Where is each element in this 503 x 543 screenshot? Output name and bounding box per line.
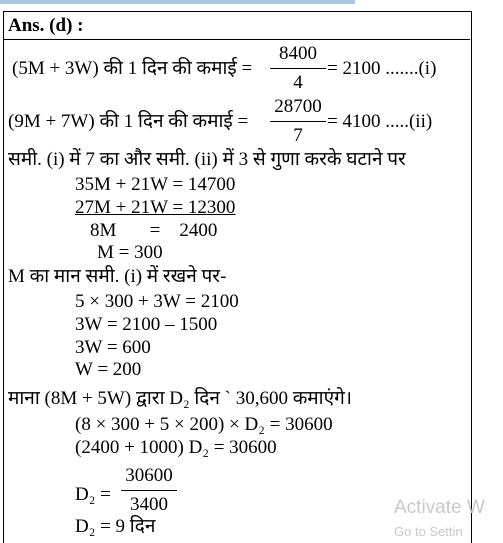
days-step-1: (8 × 300 + 5 × 200) × D₂ = 30600 bbox=[75, 414, 333, 435]
assumption-text: माना (8M + 5W) द्वारा D₂ दिन ` 30,600 कमाएंगे। bbox=[8, 388, 352, 409]
equation-1-denominator: 4 bbox=[293, 72, 303, 93]
fraction-bar bbox=[270, 68, 326, 69]
equation-2-fraction bbox=[268, 96, 328, 147]
equation-d: M = 300 bbox=[97, 242, 163, 263]
substitution-step-3: 3W = 600 bbox=[75, 337, 151, 358]
equation-1-numerator: 8400 bbox=[279, 43, 317, 64]
equation-2-denominator: 7 bbox=[293, 125, 303, 146]
equation-1-fraction bbox=[268, 43, 328, 94]
settings-watermark: Go to Settin bbox=[394, 524, 463, 539]
days-denominator: 3400 bbox=[130, 494, 168, 515]
substitution-step-2: 3W = 2100 – 1500 bbox=[75, 314, 218, 335]
equation-1-lhs: (5M + 3W) की 1 दिन की कमाई = bbox=[12, 58, 253, 79]
days-step-2: (2400 + 1000) D₂ = 30600 bbox=[75, 437, 277, 458]
substitution-instruction: M का मान समी. (i) में रखने पर- bbox=[8, 266, 227, 287]
answer-label: Ans. (d) : bbox=[8, 15, 84, 36]
equation-a: 35M + 21W = 14700 bbox=[75, 174, 236, 195]
elimination-instruction: समी. (i) में 7 का और समी. (ii) में 3 से गुणा करके घटाने पर bbox=[8, 149, 406, 170]
equation-2-rhs: = 4100 .....(ii) bbox=[327, 111, 433, 132]
activate-windows-watermark: Activate W bbox=[394, 497, 485, 518]
equation-2-lhs: (9M + 7W) की 1 दिन की कमाई = bbox=[8, 111, 249, 132]
days-numerator: 30600 bbox=[125, 465, 173, 486]
fraction-bar bbox=[121, 490, 177, 491]
days-fraction-lhs: D₂ = bbox=[75, 484, 111, 505]
top-accent-bar bbox=[0, 0, 355, 4]
equation-b: 27M + 21W = 12300 bbox=[75, 197, 236, 218]
substitution-step-4: W = 200 bbox=[75, 359, 142, 380]
equation-2-numerator: 28700 bbox=[274, 96, 322, 117]
days-fraction bbox=[119, 465, 179, 516]
equation-1-rhs: = 2100 .......(i) bbox=[327, 58, 437, 79]
final-answer: D₂ = 9 दिन bbox=[75, 516, 156, 537]
equation-c: 8M = 2400 bbox=[90, 220, 218, 241]
fraction-bar bbox=[270, 121, 326, 122]
header-divider bbox=[4, 39, 470, 40]
substitution-step-1: 5 × 300 + 3W = 2100 bbox=[75, 291, 239, 312]
